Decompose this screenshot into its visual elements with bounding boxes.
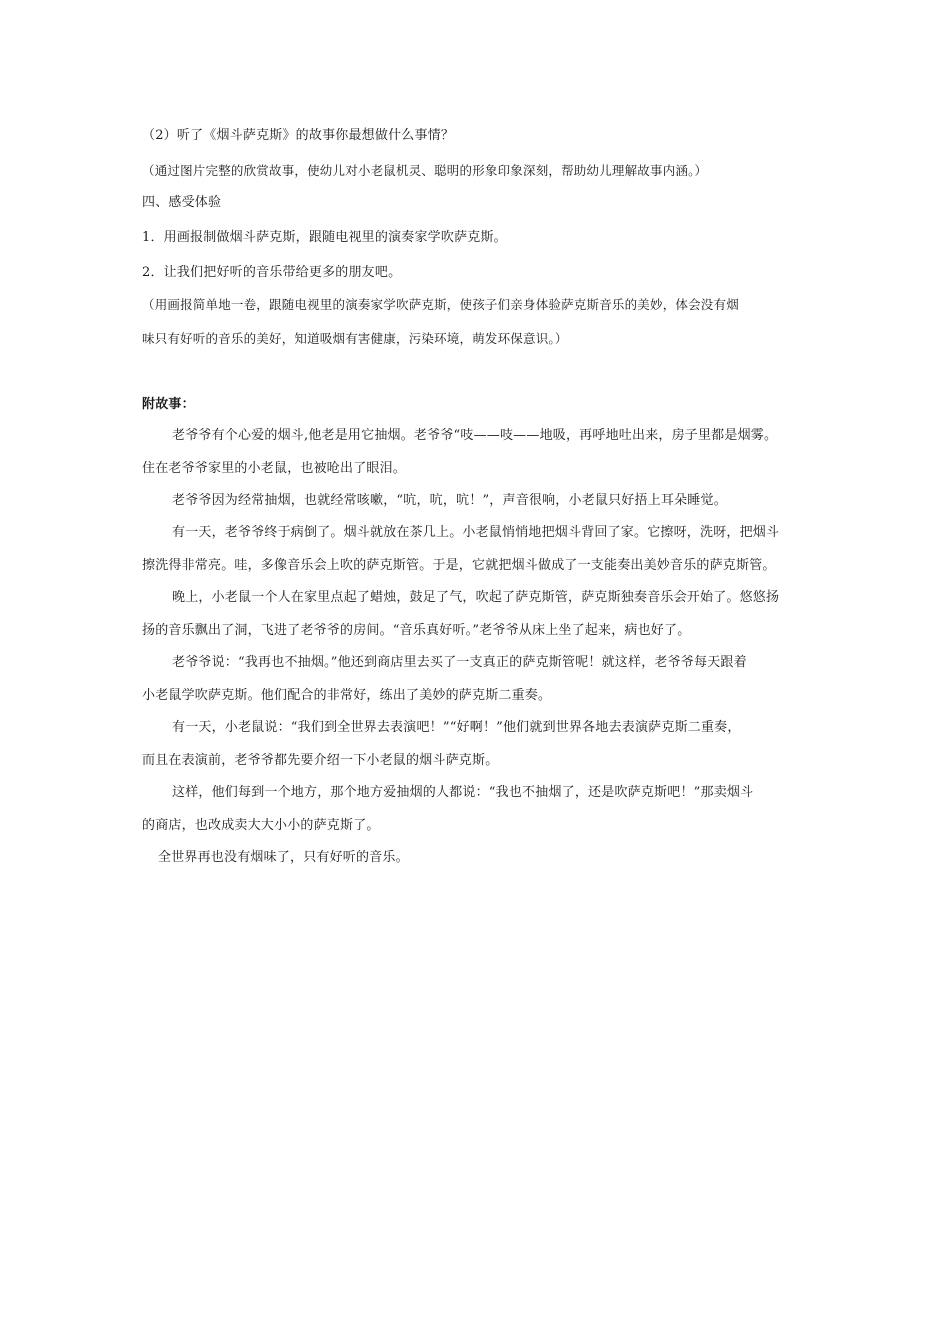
story-paragraph-1-line-1: 老爷爷有个心爱的烟斗,他老是用它抽烟。老爷爷“吱——吱——地吸，再呼地吐出来，房子里都是烟雾。 — [172, 428, 778, 443]
story-paragraph-5-line-1: 老爷爷说：“我再也不抽烟。”他还到商店里去买了一支真正的萨克斯管呢！就这样，老爷爷每天跟着 — [172, 655, 747, 670]
story-paragraph-2: 老爷爷因为经常抽烟，也就经常咳嗽，“吭，吭，吭！”，声音很响，小老鼠只好捂上耳朵睡觉。 — [172, 493, 727, 508]
discussion-question-2: （2）听了《烟斗萨克斯》的故事你最想做什么事情？ — [142, 128, 455, 143]
section-4-note-line-2: 味只有好听的音乐的美好，知道吸烟有害健康，污染环境，萌发环保意识。） — [142, 331, 568, 346]
story-paragraph-7-line-2: 的商店，也改成卖大大小小的萨克斯了。 — [142, 818, 380, 833]
section-4-item-2: 2．让我们把好听的音乐带给更多的朋友吧。 — [142, 265, 402, 280]
story-paragraph-4-line-1: 晚上，小老鼠一个人在家里点起了蜡烛，鼓足了气，吹起了萨克斯管，萨克斯独奏音乐会开始了。悠悠扬 — [172, 590, 780, 605]
section-4-note-line-1: （用画报简单地一卷，跟随电视里的演奏家学吹萨克斯，使孩子们亲身体验萨克斯音乐的美妙，体会没有烟 — [142, 297, 739, 312]
story-paragraph-3-line-1: 有一天，老爷爷终于病倒了。烟斗就放在茶几上。小老鼠悄悄地把烟斗背回了家。它擦呀，洗呀，把烟斗 — [172, 525, 780, 540]
story-paragraph-5-line-2: 小老鼠学吹萨克斯。他们配合的非常好，练出了美妙的萨克斯二重奏。 — [142, 688, 552, 703]
section-4-heading: 四、感受体验 — [142, 195, 222, 210]
story-paragraph-1-line-2: 住在老爷爷家里的小老鼠，也被呛出了眼泪。 — [142, 461, 407, 476]
story-paragraph-8: 全世界再也没有烟味了，只有好听的音乐。 — [158, 850, 409, 865]
story-paragraph-6-line-1: 有一天，小老鼠说：“我们到全世界去表演吧！”“好啊！”他们就到世界各地去表演萨克斯二重奏， — [172, 720, 741, 735]
story-paragraph-3-line-2: 擦洗得非常亮。哇，多像音乐会上吹的萨克斯管。于是，它就把烟斗做成了一支能奏出美妙音乐的萨克斯管。 — [142, 558, 776, 573]
section-4-item-1: 1．用画报制做烟斗萨克斯，跟随电视里的演奏家学吹萨克斯。 — [142, 230, 507, 245]
story-paragraph-6-line-2: 而且在表演前，老爷爷都先要介绍一下小老鼠的烟斗萨克斯。 — [142, 753, 499, 768]
story-paragraph-4-line-2: 扬的音乐飘出了洞，飞进了老爷爷的房间。“音乐真好听。”老爷爷从床上坐了起来，病也好了。 — [142, 623, 691, 638]
story-paragraph-7-line-1: 这样，他们每到一个地方，那个地方爱抽烟的人都说：“我也不抽烟了，还是吹萨克斯吧！”那卖烟斗 — [172, 785, 754, 800]
story-heading: 附故事： — [142, 397, 195, 412]
discussion-note: （通过图片完整的欣赏故事，使幼儿对小老鼠机灵、聪明的形象印象深刻，帮助幼儿理解故事内涵。） — [142, 163, 708, 178]
